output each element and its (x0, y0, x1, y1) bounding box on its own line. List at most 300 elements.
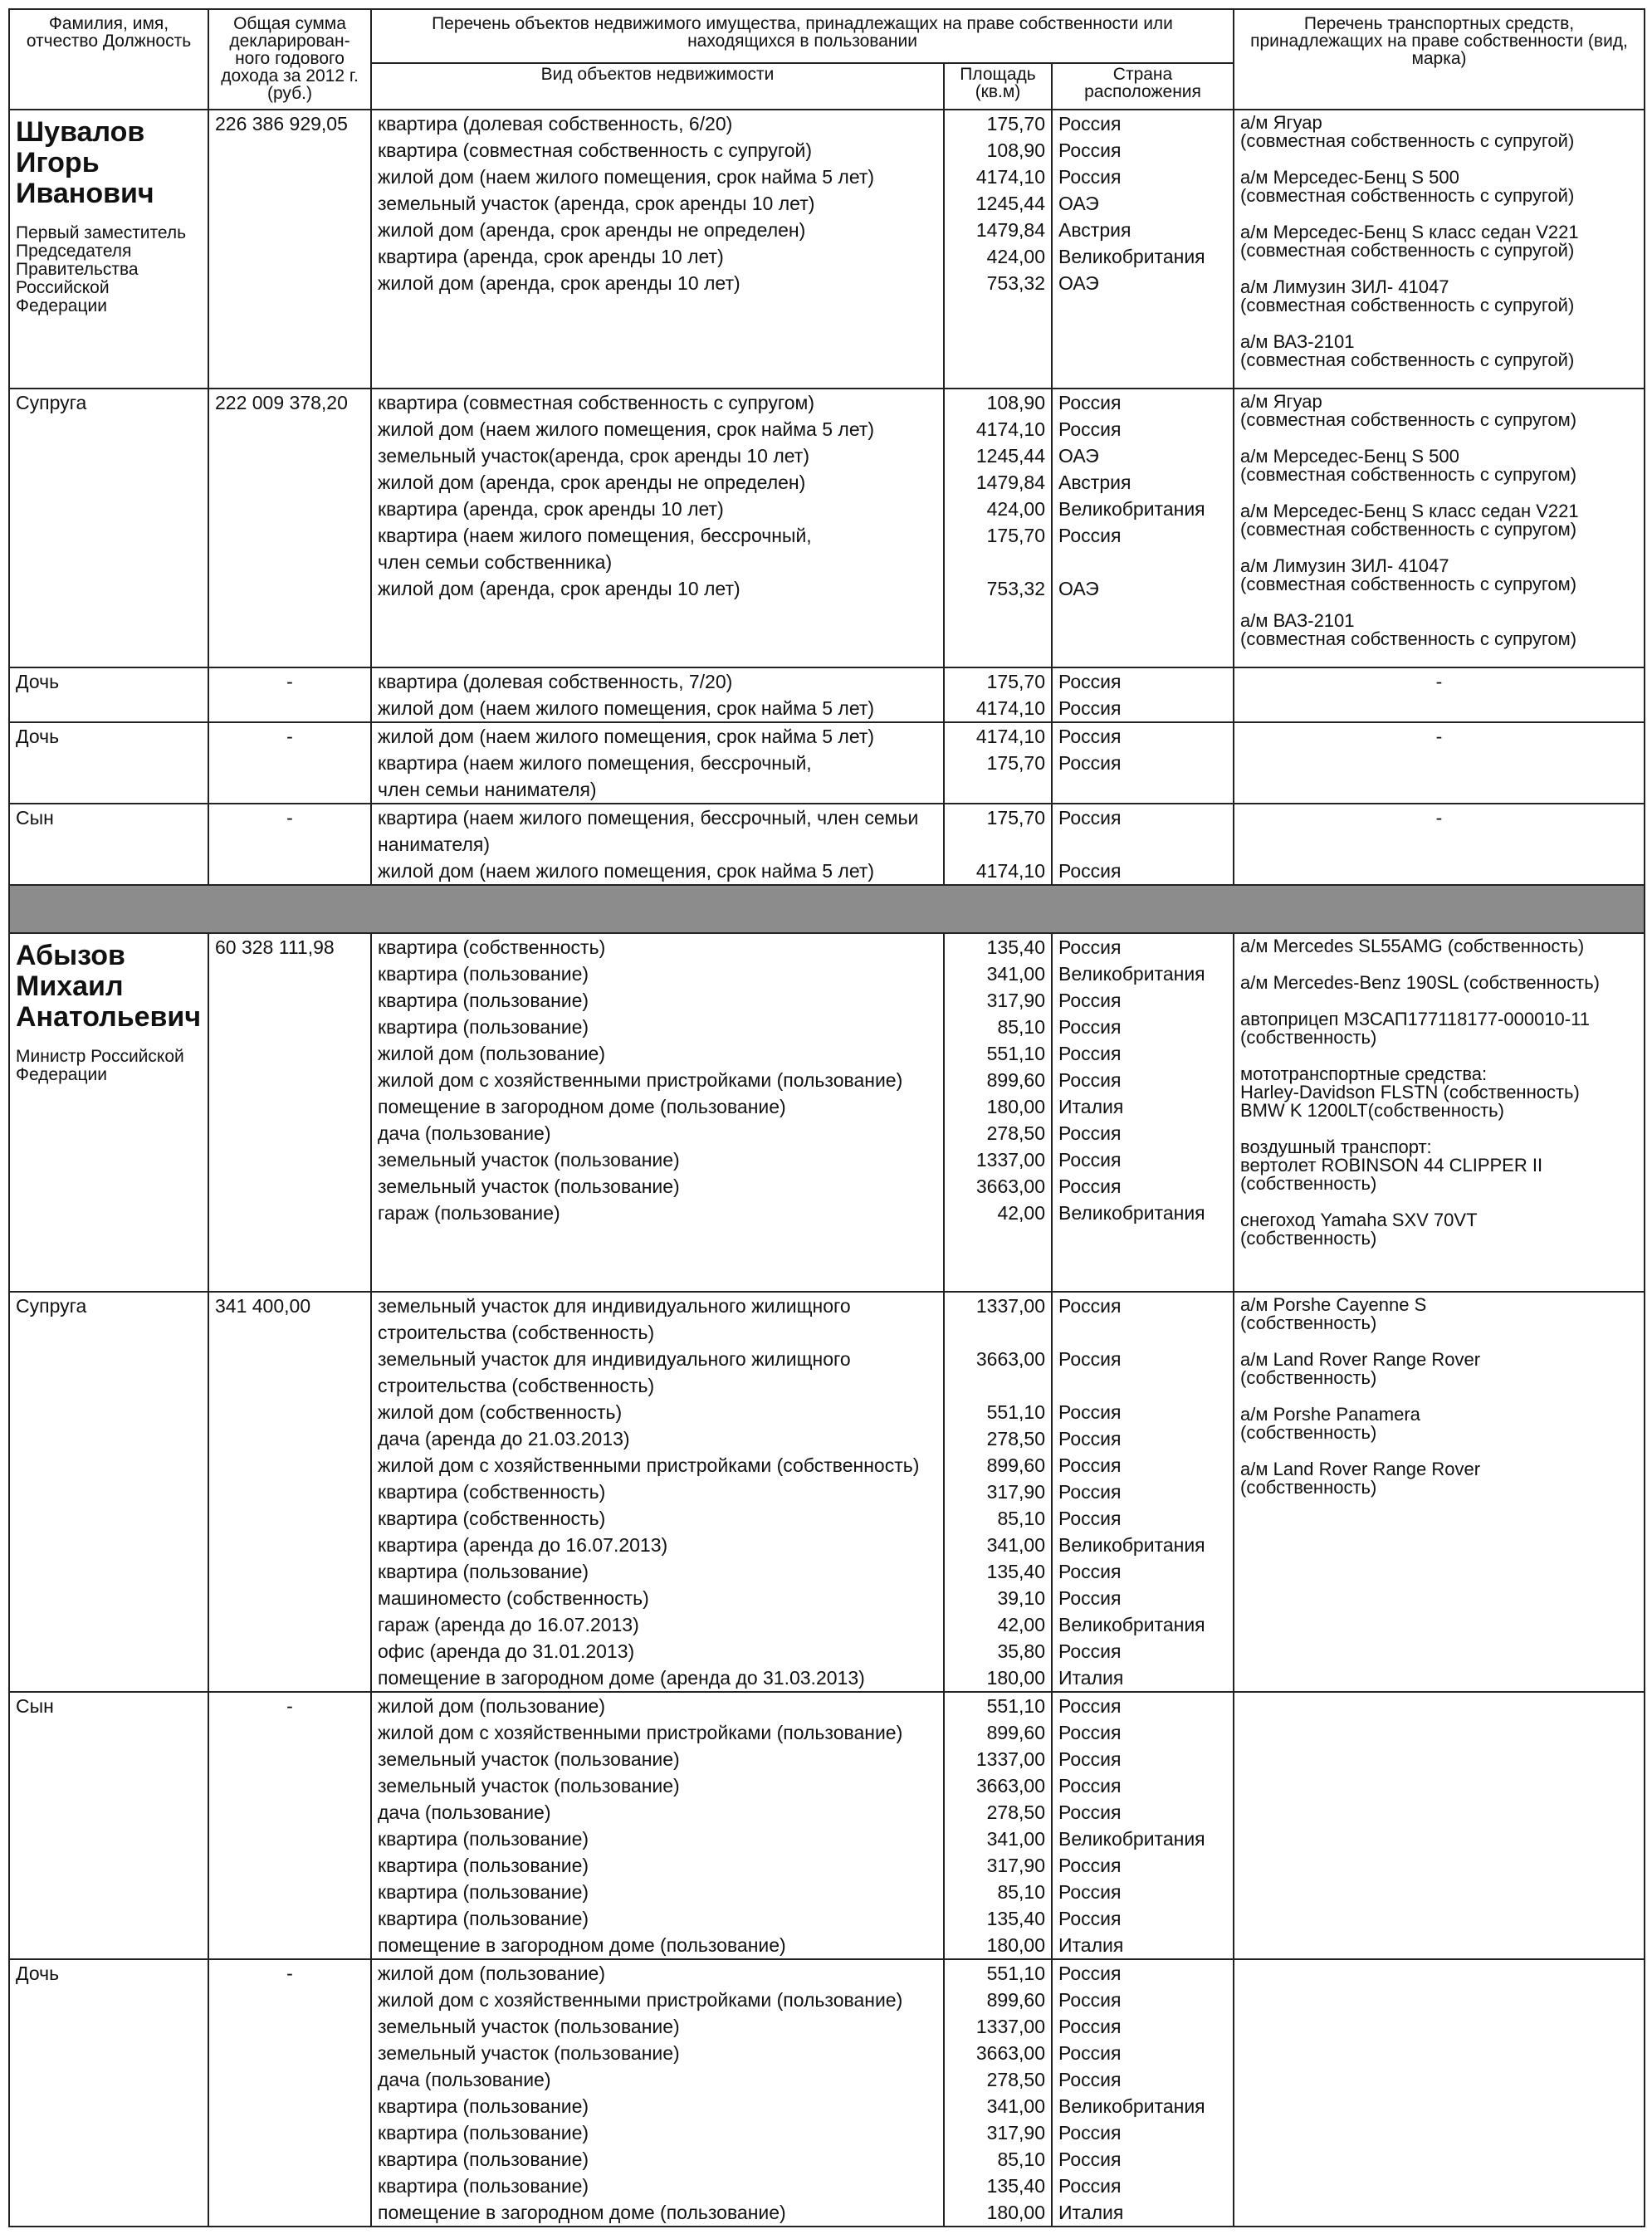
property-area-cell (944, 389, 1052, 667)
property-country: Россия (1058, 936, 1122, 958)
property-area (945, 549, 1051, 575)
property-country: Россия (1058, 1801, 1122, 1823)
transport-line: (собственность) (1240, 1313, 1377, 1333)
property-area: 85,10 (997, 2148, 1045, 2170)
property-type-cell (371, 804, 944, 885)
person-cell (9, 389, 208, 667)
property-area: 4174,10 (975, 860, 1045, 882)
property-area (945, 776, 1051, 803)
property-type: гараж (аренда до 16.07.2013) (378, 1614, 639, 1635)
property-type: жилой дом (пользование) (378, 1963, 605, 1984)
property-type: земельный участок для индивидуального жилищного (378, 1348, 851, 1370)
property-type: квартира (пользование) (378, 2175, 589, 2197)
transport-item (1240, 333, 1638, 369)
property-country (1053, 1372, 1233, 1399)
property-area (945, 1372, 1051, 1399)
income-cell (208, 933, 371, 1292)
property-type: квартира (наем жилого помещения, бессрочный, член семьи (378, 807, 919, 829)
transport-line: а/м Лимузин ЗИЛ- 41047 (1240, 555, 1449, 576)
property-country: Великобритания (1058, 2095, 1205, 2117)
transport-item (1240, 278, 1638, 315)
transport-dash: - (1435, 726, 1443, 747)
property-type: жилой дом (аренда, срок аренды не определен) (378, 472, 806, 493)
person-cell (9, 667, 208, 722)
property-country: Россия (1058, 1508, 1122, 1529)
property-area-cell (944, 1692, 1052, 1959)
property-country: Россия (1058, 1176, 1122, 1197)
property-area: 899,60 (986, 1454, 1045, 1476)
transport-line: а/м Mercedes-Benz 190SL (собственность) (1240, 972, 1600, 993)
property-country: Россия (1058, 2148, 1122, 2170)
property-type: квартира (аренда до 16.07.2013) (378, 1534, 668, 1556)
transport-item (1240, 1010, 1638, 1047)
property-type: земельный участок для индивидуального жилищного (378, 1295, 851, 1317)
separator-cell (9, 885, 1645, 933)
relation-label: Супруга (16, 1295, 87, 1317)
property-country: Россия (1058, 1401, 1122, 1423)
property-area: 108,90 (986, 392, 1045, 413)
relation-label: Сын (16, 1695, 54, 1717)
person-position: Министр Российской Федерации (16, 1047, 184, 1084)
property-country: Россия (1058, 166, 1122, 188)
property-area-cell (944, 667, 1052, 722)
property-area (945, 831, 1051, 858)
transport-item (1240, 1211, 1638, 1248)
property-area: 180,00 (986, 1667, 1045, 1689)
property-type: жилой дом (аренда, срок аренды не определен) (378, 219, 806, 241)
transport-item (1240, 1351, 1638, 1387)
income-value: - (286, 807, 293, 829)
property-type: помещение в загородном доме (пользование) (378, 2202, 786, 2223)
property-area: 4174,10 (975, 697, 1045, 719)
property-country: Россия (1058, 525, 1122, 546)
transport-line: а/м Land Rover Range Rover (1240, 1349, 1481, 1370)
property-type: жилой дом (наем жилого помещения, срок найма 5 лет) (378, 418, 875, 440)
header-row (9, 9, 1645, 63)
transport-line: а/м Porshe Cayenne S (1240, 1294, 1427, 1315)
income-cell (208, 1959, 371, 2227)
property-area: 317,90 (986, 1855, 1045, 1876)
property-type: член семьи собственника) (378, 551, 613, 573)
property-country: Великобритания (1058, 498, 1205, 520)
income-cell (208, 722, 371, 804)
property-area: 341,00 (986, 1534, 1045, 1556)
property-type: земельный участок (аренда, срок аренды 10 лет) (378, 193, 815, 214)
property-country: Россия (1058, 2042, 1122, 2064)
property-area: 899,60 (986, 1989, 1045, 2011)
header-country: Страна расположения (1052, 63, 1234, 110)
property-type: квартира (пользование) (378, 990, 589, 1011)
transport-line: а/м Мерседес-Бенц S класс седан V221 (1240, 222, 1579, 242)
property-type: квартира (собственность) (378, 1481, 606, 1503)
property-area: 278,50 (986, 1801, 1045, 1823)
transport-line: (собственность) (1240, 1228, 1377, 1249)
property-country: Россия (1058, 1454, 1122, 1476)
property-area: 175,70 (986, 807, 1045, 829)
property-area: 1479,84 (975, 472, 1045, 493)
property-type: квартира (пользование) (378, 1881, 589, 1903)
property-type: квартира (пользование) (378, 2148, 589, 2170)
property-area: 180,00 (986, 1934, 1045, 1956)
property-area: 753,32 (986, 578, 1045, 599)
person-row (9, 933, 1645, 1292)
property-type: жилой дом с хозяйственными пристройками (собственность) (378, 1454, 920, 1476)
property-type: квартира (пользование) (378, 1561, 589, 1582)
property-area-cell (944, 110, 1052, 389)
declaration-document (8, 8, 1644, 2227)
property-area: 317,90 (986, 990, 1045, 1011)
property-type: квартира (долевая собственность, 7/20) (378, 671, 733, 692)
property-area-cell (944, 804, 1052, 885)
property-area: 135,40 (986, 1908, 1045, 1929)
transport-cell (1234, 933, 1645, 1292)
property-type-cell (371, 667, 944, 722)
header-income: Общая сумма декларирован-ного годового дохода за 2012 г. (руб.) (208, 9, 371, 110)
transport-item (1240, 1065, 1638, 1120)
transport-line: а/м Ягуар (1240, 391, 1322, 412)
transport-line: (совместная собственность с супругой) (1240, 130, 1575, 151)
property-country: Россия (1058, 1295, 1122, 1317)
property-area: 753,32 (986, 272, 1045, 294)
property-country: Италия (1058, 1667, 1124, 1689)
person-cell (9, 1692, 208, 1959)
transport-line: Harley-Davidson FLSTN (собственность) (1240, 1082, 1580, 1102)
property-area: 278,50 (986, 2069, 1045, 2090)
property-area: 135,40 (986, 1561, 1045, 1582)
property-area: 135,40 (986, 2175, 1045, 2197)
property-country: Россия (1058, 139, 1122, 161)
transport-line: (совместная собственность с супругой) (1240, 240, 1575, 261)
property-area: 35,80 (997, 1640, 1045, 1662)
transport-item (1240, 447, 1638, 484)
person-cell (9, 110, 208, 389)
property-type: жилой дом (собственность) (378, 1401, 623, 1423)
property-type: земельный участок (пользование) (378, 2016, 680, 2037)
property-area: 551,10 (986, 1401, 1045, 1423)
property-country: Россия (1058, 1775, 1122, 1796)
income-value: - (286, 1963, 293, 1984)
property-area: 175,70 (986, 113, 1045, 134)
property-country: ОАЭ (1058, 193, 1099, 214)
transport-line: BMW K 1200LT(собственность) (1240, 1100, 1504, 1121)
property-area: 85,10 (997, 1508, 1045, 1529)
property-country: Россия (1058, 1069, 1122, 1091)
property-country: Италия (1058, 1096, 1124, 1117)
property-country: Россия (1058, 671, 1122, 692)
property-type: машиноместо (собственность) (378, 1587, 649, 1609)
income-cell (208, 110, 371, 389)
property-area: 341,00 (986, 1828, 1045, 1850)
property-type: земельный участок (пользование) (378, 2042, 680, 2064)
property-type: жилой дом (наем жилого помещения, срок найма 5 лет) (378, 726, 875, 747)
transport-line: вертолет ROBINSON 44 CLIPPER II (1240, 1155, 1543, 1176)
transport-cell (1234, 722, 1645, 804)
person-row (9, 804, 1645, 885)
property-type: гараж (пользование) (378, 1202, 560, 1224)
transport-cell (1234, 804, 1645, 885)
property-type: офис (аренда до 31.01.2013) (378, 1640, 635, 1662)
header-area: Площадь (кв.м) (944, 63, 1052, 110)
property-type: земельный участок (пользование) (378, 1176, 680, 1197)
property-type: дача (пользование) (378, 1801, 551, 1823)
transport-item (1240, 223, 1638, 260)
relation-label: Сын (16, 807, 54, 829)
relation-label: Дочь (16, 726, 60, 747)
income-value: 341 400,00 (215, 1295, 311, 1317)
relation-label: Супруга (16, 392, 87, 413)
transport-line: (совместная собственность с супругой) (1240, 295, 1575, 315)
transport-cell (1234, 110, 1645, 389)
property-type-cell (371, 1959, 944, 2227)
property-type: квартира (аренда, срок аренды 10 лет) (378, 246, 724, 267)
transport-item (1240, 502, 1638, 539)
transport-list (1234, 934, 1644, 1248)
property-country: Россия (1058, 726, 1122, 747)
property-country-cell (1052, 804, 1234, 885)
transport-item (1240, 393, 1638, 429)
transport-line: а/м Ягуар (1240, 112, 1322, 133)
transport-line: (совместная собственность с супругом) (1240, 464, 1577, 485)
property-type: земельный участок (пользование) (378, 1149, 680, 1171)
transport-item (1240, 557, 1638, 594)
income-value: - (286, 671, 293, 692)
transport-line: снегоход Yamaha SXV 70VT (1240, 1210, 1478, 1230)
property-type: квартира (пользование) (378, 1908, 589, 1929)
property-country: Россия (1058, 2069, 1122, 2090)
transport-item (1240, 1138, 1638, 1193)
property-area: 3663,00 (975, 1775, 1045, 1796)
property-country (1053, 831, 1233, 858)
property-area: 278,50 (986, 1122, 1045, 1144)
transport-cell (1234, 1959, 1645, 2227)
property-country: Россия (1058, 1989, 1122, 2011)
property-area: 42,00 (997, 1614, 1045, 1635)
transport-item (1240, 1405, 1638, 1442)
property-country-cell (1052, 1959, 1234, 2227)
property-area: 1245,44 (975, 445, 1045, 467)
transport-line: (совместная собственность с супругом) (1240, 409, 1577, 430)
transport-list (1234, 110, 1644, 369)
header-property: Перечень объектов недвижимого имущества, принадлежащих на праве собственности или находящихся в пользовании (371, 9, 1234, 63)
property-country (1053, 549, 1233, 575)
property-type: жилой дом (наем жилого помещения, срок найма 5 лет) (378, 860, 875, 882)
transport-line: (совместная собственность с супругом) (1240, 574, 1577, 594)
property-country: Италия (1058, 1934, 1124, 1956)
property-type: помещение в загородном доме (аренда до 31.03.2013) (378, 1667, 865, 1689)
property-type: помещение в загородном доме (пользование) (378, 1096, 786, 1117)
property-type: дача (пользование) (378, 1122, 551, 1144)
property-country: Россия (1058, 113, 1122, 134)
person-cell (9, 722, 208, 804)
transport-line: а/м Mercedes SL55AMG (собственность) (1240, 936, 1585, 956)
property-type: жилой дом (пользование) (378, 1043, 605, 1064)
property-country: Россия (1058, 697, 1122, 719)
property-country: Россия (1058, 2016, 1122, 2037)
property-type: дача (аренда до 21.03.2013) (378, 1428, 630, 1449)
property-country: Австрия (1058, 219, 1131, 241)
transport-line: а/м Land Rover Range Rover (1240, 1459, 1481, 1479)
declaration-table (8, 8, 1645, 2227)
property-country: Россия (1058, 1695, 1122, 1717)
property-country (1053, 1319, 1233, 1346)
property-type: жилой дом (аренда, срок аренды 10 лет) (378, 578, 740, 599)
transport-dash: - (1435, 671, 1443, 692)
property-type-cell (371, 722, 944, 804)
property-type: квартира (пользование) (378, 1016, 589, 1038)
property-area (945, 1319, 1051, 1346)
property-area-cell (944, 722, 1052, 804)
property-country: Россия (1058, 807, 1122, 829)
property-area: 278,50 (986, 1428, 1045, 1449)
transport-item (1240, 1296, 1638, 1332)
person-cell (9, 1292, 208, 1692)
property-country: Россия (1058, 1122, 1122, 1144)
property-area: 551,10 (986, 1695, 1045, 1717)
property-area: 341,00 (986, 963, 1045, 985)
transport-item (1240, 937, 1638, 956)
transport-line: (собственность) (1240, 1422, 1377, 1443)
relation-label: Дочь (16, 671, 60, 692)
property-area: 4174,10 (975, 418, 1045, 440)
property-type: жилой дом (наем жилого помещения, срок найма 5 лет) (378, 697, 875, 719)
transport-line: а/м ВАЗ-2101 (1240, 610, 1355, 631)
person-cell (9, 1959, 208, 2227)
property-type: квартира (собственность) (378, 936, 606, 958)
transport-item (1240, 1460, 1638, 1497)
property-type: член семьи нанимателя) (378, 779, 597, 800)
person-row (9, 389, 1645, 667)
property-area: 1337,00 (975, 2016, 1045, 2037)
table-body (9, 110, 1645, 2227)
transport-line: а/м Лимузин ЗИЛ- 41047 (1240, 276, 1449, 297)
person-cell (9, 933, 208, 1292)
transport-dash: - (1435, 807, 1443, 829)
property-type: квартира (долевая собственность, 6/20) (378, 113, 733, 134)
property-area: 424,00 (986, 498, 1045, 520)
property-area: 1245,44 (975, 193, 1045, 214)
property-area: 175,70 (986, 752, 1045, 774)
transport-line: (собственность) (1240, 1477, 1377, 1498)
transport-line: (совместная собственность с супругой) (1240, 350, 1575, 370)
person-name: Абызов Михаил Анатольевич (16, 940, 202, 1033)
person-row (9, 110, 1645, 389)
property-type: жилой дом (пользование) (378, 1695, 605, 1717)
property-country: Россия (1058, 418, 1122, 440)
property-type-cell (371, 933, 944, 1292)
property-type: квартира (пользование) (378, 1828, 589, 1850)
property-type: квартира (совместная собственность с супругой) (378, 139, 813, 161)
property-area: 3663,00 (975, 1348, 1045, 1370)
property-area: 42,00 (997, 1202, 1045, 1224)
person-row (9, 1959, 1645, 2227)
property-country: Россия (1058, 1963, 1122, 1984)
property-type: жилой дом (аренда, срок аренды 10 лет) (378, 272, 740, 294)
relation-label: Дочь (16, 1963, 60, 1984)
property-country-cell (1052, 110, 1234, 389)
property-country: Россия (1058, 860, 1122, 882)
property-type: нанимателя) (378, 833, 490, 855)
person-position: Первый заместитель Председателя Правительства Российской Федерации (16, 223, 187, 315)
transport-line: воздушный транспорт: (1240, 1137, 1432, 1157)
transport-line: (собственность) (1240, 1173, 1377, 1194)
property-area: 180,00 (986, 2202, 1045, 2223)
property-country: Россия (1058, 1722, 1122, 1743)
transport-line: (совместная собственность с супругом) (1240, 628, 1577, 649)
property-type: квартира (пользование) (378, 2095, 589, 2117)
property-type: строительства (собственность) (378, 1322, 655, 1343)
property-type: помещение в загородном доме (пользование) (378, 1934, 786, 1956)
property-country-cell (1052, 722, 1234, 804)
property-area: 175,70 (986, 671, 1045, 692)
transport-line: (совместная собственность с супругой) (1240, 185, 1575, 206)
income-value: 226 386 929,05 (215, 113, 348, 134)
transport-line: а/м Мерседес-Бенц S класс седан V221 (1240, 501, 1579, 521)
transport-line: (собственность) (1240, 1367, 1377, 1388)
property-area-cell (944, 1959, 1052, 2227)
property-type-cell (371, 110, 944, 389)
transport-cell (1234, 389, 1645, 667)
transport-line: автоприцеп МЗСАП177118177-000010-11 (1240, 1009, 1590, 1029)
property-area: 317,90 (986, 1481, 1045, 1503)
income-cell (208, 1292, 371, 1692)
income-value: 222 009 378,20 (215, 392, 348, 413)
property-country: Россия (1058, 1561, 1122, 1582)
property-type: строительства (собственность) (378, 1375, 655, 1396)
property-country: Россия (1058, 1748, 1122, 1770)
property-country: Россия (1058, 2122, 1122, 2144)
transport-item (1240, 169, 1638, 205)
property-type-cell (371, 1692, 944, 1959)
property-country: Великобритания (1058, 1614, 1205, 1635)
transport-list (1234, 1293, 1644, 1497)
property-area: 85,10 (997, 1016, 1045, 1038)
property-country: Великобритания (1058, 1828, 1205, 1850)
property-area: 341,00 (986, 2095, 1045, 2117)
transport-line: а/м Мерседес-Бенц S 500 (1240, 167, 1459, 188)
person-name: Шувалов Игорь Иванович (16, 116, 154, 209)
header-name: Фамилия, имя, отчество Должность (9, 9, 208, 110)
separator-row (9, 885, 1645, 933)
property-area: 424,00 (986, 246, 1045, 267)
property-country: Россия (1058, 1881, 1122, 1903)
property-country: Россия (1058, 2175, 1122, 2197)
income-cell (208, 1692, 371, 1959)
property-type-cell (371, 389, 944, 667)
property-country-cell (1052, 667, 1234, 722)
property-country: Россия (1058, 1428, 1122, 1449)
property-area: 1479,84 (975, 219, 1045, 241)
income-value: - (286, 726, 293, 747)
property-country: Россия (1058, 1908, 1122, 1929)
income-cell (208, 804, 371, 885)
property-country: ОАЭ (1058, 445, 1099, 467)
property-area: 4174,10 (975, 726, 1045, 747)
property-area-cell (944, 1292, 1052, 1692)
property-country: Великобритания (1058, 246, 1205, 267)
transport-item (1240, 114, 1638, 150)
property-country: Россия (1058, 1587, 1122, 1609)
property-area: 85,10 (997, 1881, 1045, 1903)
transport-list (1234, 389, 1644, 648)
header-transport: Перечень транспортных средств, принадлежащих на праве собственности (вид, марка) (1234, 9, 1645, 110)
property-area: 317,90 (986, 2122, 1045, 2144)
property-area: 1337,00 (975, 1295, 1045, 1317)
property-country: Великобритания (1058, 1202, 1205, 1224)
property-type: земельный участок (пользование) (378, 1748, 680, 1770)
transport-cell (1234, 1292, 1645, 1692)
property-country: ОАЭ (1058, 272, 1099, 294)
income-value: - (286, 1695, 293, 1717)
